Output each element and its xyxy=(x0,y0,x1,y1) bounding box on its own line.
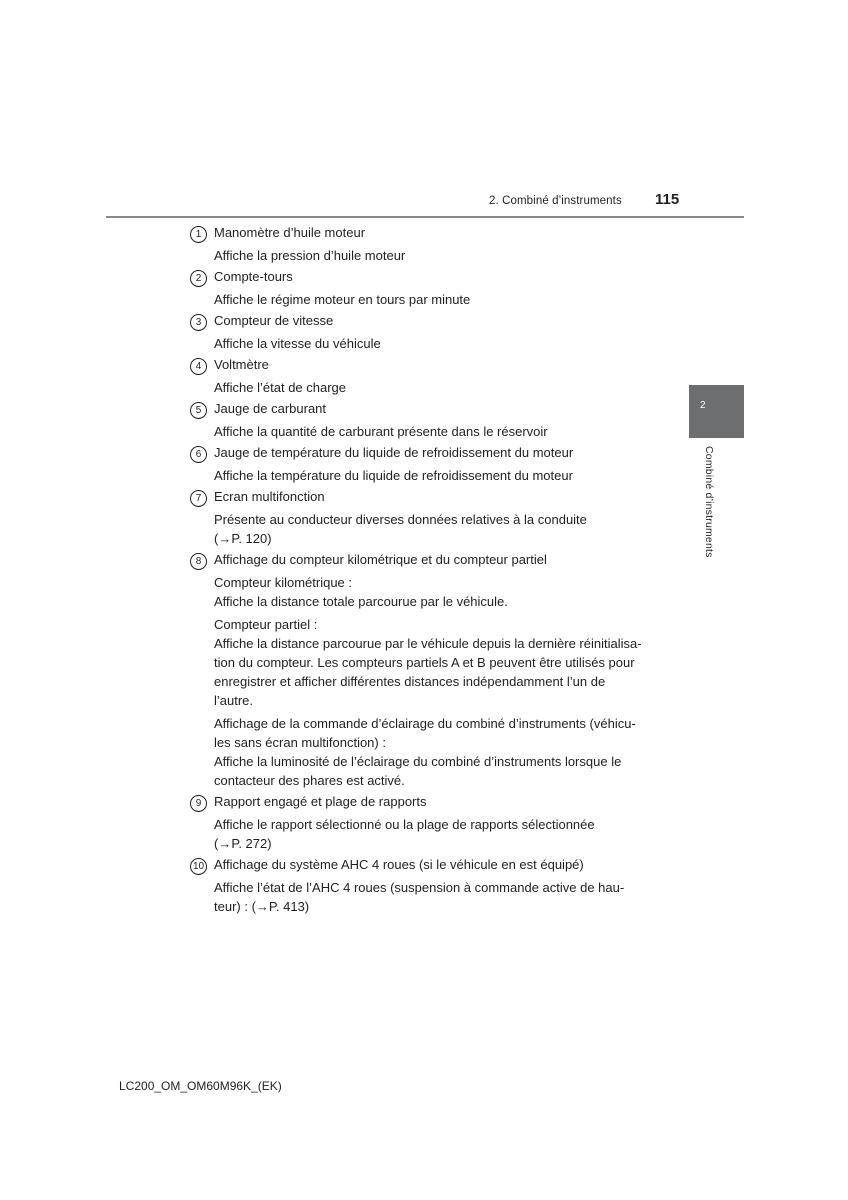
item-description xyxy=(214,815,660,853)
trip-meter-description-line: Affiche la distance parcourue par le véhicule depuis la dernière réinitialisa- xyxy=(214,636,642,651)
trip-meter-description-line: tion du compteur. Les compteurs partiels A et B peuvent être utilisés pour xyxy=(214,655,635,670)
item-title: Compteur de vitesse xyxy=(214,313,334,328)
item-number-circle: 5 xyxy=(190,402,207,419)
header-rule xyxy=(106,216,744,218)
odometer-description: Affiche la distance totale parcourue par le véhicule. xyxy=(214,594,508,609)
illumination-block xyxy=(214,714,660,790)
illumination-label-line: Affichage de la commande d’éclairage du combiné d’instruments (véhicu- xyxy=(214,716,636,731)
item-number-circle: 1 xyxy=(190,226,207,243)
item-description xyxy=(214,510,660,548)
item-title: Jauge de température du liquide de refroidissement du moteur xyxy=(214,445,574,460)
item-number-circle: 6 xyxy=(190,446,207,463)
chapter-tab-label: Combiné d’instruments xyxy=(703,446,715,558)
item-title: Compte-tours xyxy=(214,269,293,284)
illumination-description-line: Affiche la luminosité de l’éclairage du combiné d’instruments lorsque le xyxy=(214,754,622,769)
trip-meter-description-line: l’autre. xyxy=(214,693,254,708)
item-title: Rapport engagé et plage de rapports xyxy=(214,794,427,809)
page-reference-link[interactable]: (→P. 272) xyxy=(214,836,272,851)
item-description xyxy=(214,878,660,916)
list-item xyxy=(190,487,660,548)
list-item xyxy=(190,443,660,485)
item-number-circle: 3 xyxy=(190,314,207,331)
item-description-line: Présente au conducteur diverses données relatives à la conduite xyxy=(214,512,587,527)
trip-meter-block xyxy=(214,615,660,710)
item-number-circle: 9 xyxy=(190,795,207,812)
item-description: Affiche la température du liquide de refroidissement du moteur xyxy=(214,468,573,483)
item-description: Affiche le régime moteur en tours par minute xyxy=(214,292,471,307)
item-number-circle: 10 xyxy=(190,858,207,875)
list-item xyxy=(190,355,660,397)
item-number-circle: 2 xyxy=(190,270,207,287)
list-item xyxy=(190,267,660,309)
odometer-block xyxy=(214,573,660,611)
illumination-description-line: contacteur des phares est activé. xyxy=(214,773,405,788)
item-description-line: teur) : (→P. 413) xyxy=(214,899,310,914)
odometer-label: Compteur kilométrique : xyxy=(214,575,352,590)
page-number: 115 xyxy=(655,191,680,208)
list-item xyxy=(190,311,660,353)
list-item xyxy=(190,399,660,441)
trip-meter-description-line: enregistrer et afficher différentes distances indépendamment l’un de xyxy=(214,674,606,689)
item-description: Affiche la quantité de carburant présente dans le réservoir xyxy=(214,424,548,439)
item-description: Affiche la pression d’huile moteur xyxy=(214,248,406,263)
item-title: Voltmètre xyxy=(214,357,269,372)
list-item xyxy=(190,223,660,265)
header-section-title: 2. Combiné d’instruments xyxy=(489,195,622,207)
content xyxy=(190,221,660,916)
item-title: Manomètre d’huile moteur xyxy=(214,225,366,240)
item-description-line: Affiche l’état de l’AHC 4 roues (suspension à commande active de hau- xyxy=(214,880,625,895)
item-number-circle: 7 xyxy=(190,490,207,507)
item-title: Affichage du système AHC 4 roues (si le véhicule en est équipé) xyxy=(214,857,584,872)
item-description-line: Affiche le rapport sélectionné ou la plage de rapports sélectionnée xyxy=(214,817,595,832)
item-description: Affiche la vitesse du véhicule xyxy=(214,336,381,351)
item-title: Ecran multifonction xyxy=(214,489,325,504)
item-title: Affichage du compteur kilométrique et du compteur partiel xyxy=(214,552,547,567)
document-code: LC200_OM_OM60M96K_(EK) xyxy=(119,1079,282,1093)
trip-meter-label: Compteur partiel : xyxy=(214,617,318,632)
item-title: Jauge de carburant xyxy=(214,401,327,416)
item-number-circle: 4 xyxy=(190,358,207,375)
chapter-tab xyxy=(689,385,744,438)
list-item xyxy=(190,855,660,916)
page-reference-link[interactable]: (→P. 120) xyxy=(214,531,272,546)
illumination-label-line: les sans écran multifonction) : xyxy=(214,735,386,750)
item-number-circle: 8 xyxy=(190,553,207,570)
item-description: Affiche l’état de charge xyxy=(214,380,347,395)
chapter-tab-number: 2 xyxy=(700,400,706,411)
list-item xyxy=(190,792,660,853)
list-item xyxy=(190,550,660,790)
